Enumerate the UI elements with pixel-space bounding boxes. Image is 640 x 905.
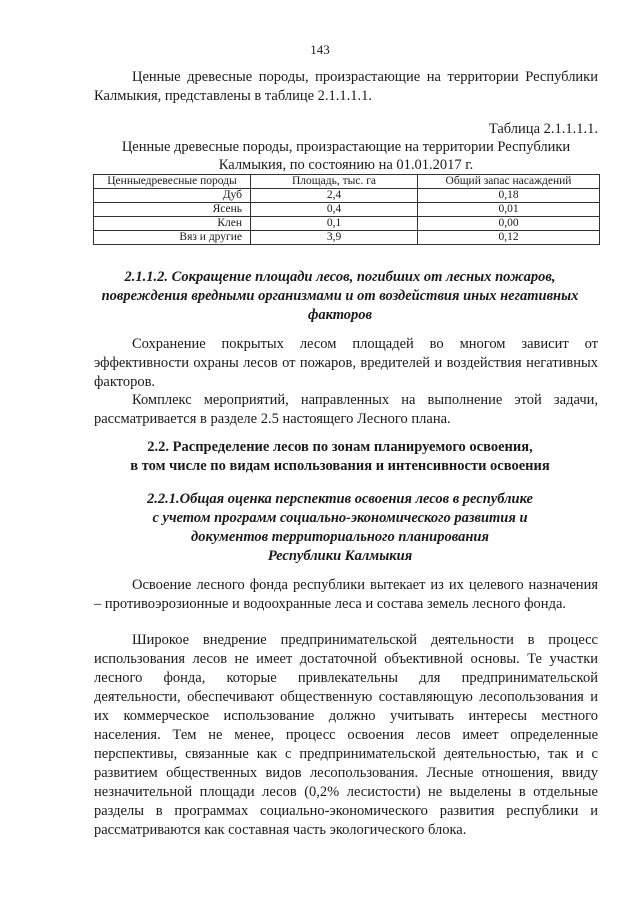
table-caption: Ценные древесные породы, произрастающие на территории Республики Калмыкия, по состоянию на 01.01.2017 г. xyxy=(121,139,571,173)
cell-stock: 0,01 xyxy=(418,203,600,217)
heading-line: факторов xyxy=(307,307,373,323)
cell-area: 2,4 xyxy=(251,189,418,203)
section-heading-22 xyxy=(60,438,620,476)
table-row xyxy=(94,203,600,217)
cell-stock: 0,18 xyxy=(418,189,600,203)
cell-species: Ясень xyxy=(94,203,251,217)
cell-species: Клен xyxy=(94,217,251,231)
column-header-stock: Общий запас насаждений xyxy=(418,175,600,189)
page-number: 143 xyxy=(310,42,330,57)
heading-line: повреждения вредными организмами и от воздействия иных негативных xyxy=(101,288,579,304)
heading-line: Республики Калмыкия xyxy=(267,548,413,564)
cell-stock: 0,00 xyxy=(418,217,600,231)
heading-line: с учетом программ социально-экономического развития и xyxy=(152,510,528,526)
section-heading-2112 xyxy=(60,268,620,325)
tree-species-table xyxy=(93,174,600,245)
column-header-area: Площадь, тыс. га xyxy=(251,175,418,189)
cell-stock: 0,12 xyxy=(418,231,600,245)
cell-area: 3,9 xyxy=(251,231,418,245)
column-header-species: Ценныедревесные породы xyxy=(94,175,251,189)
table-row xyxy=(94,189,600,203)
cell-area: 0,4 xyxy=(251,203,418,217)
section-heading-221 xyxy=(60,490,620,566)
table-row xyxy=(94,217,600,231)
paragraph: Комплекс мероприятий, направленных на выполнение этой задачи, рассматривается в разделе 2.5 настоящего Лесного плана. xyxy=(94,392,598,427)
table-row xyxy=(94,231,600,245)
heading-line: в том числе по видам использования и интенсивности освоения xyxy=(130,458,550,474)
paragraph: Сохранение покрытых лесом площадей во многом зависит от эффективности охраны лесов от пожаров, вредителей и воздействия негативных факторов. xyxy=(94,336,598,390)
cell-species: Дуб xyxy=(94,189,251,203)
paragraph: Широкое внедрение предпринимательской деятельности в процесс использования лесов не имеет достаточной объективной основы. Те участки лесного фонда, которые привлекательны для предпринимательской деятельности, обеспечивают общественную составляющую лесопользования и их коммерческое использование должно учитывать интересы местного населения. Тем не менее, процесс освоения лесов имеет определенные перспективы, связанные как с предпринимательской деятельностью, так и с развитием общественных видов лесопользования. Лесные отношения, ввиду незначительной площади лесов (0,2% лесистости) не выделены в отдельные разделы в программах социально-экономического развития республики и рассматриваются как составная часть экологического блока. xyxy=(94,632,598,838)
paragraph: Освоение лесного фонда республики вытекает из их целевого назначения – противоэрозионные и водоохранные леса и состава земель лесного фонда. xyxy=(94,577,598,612)
heading-line: 2.2. Распределение лесов по зонам планируемого освоения, xyxy=(147,439,533,455)
intro-paragraph: Ценные древесные породы, произрастающие на территории Республики Калмыкия, представлены в таблице 2.1.1.1.1. xyxy=(94,69,598,104)
heading-line: документов территориального планирования xyxy=(191,529,489,545)
table-header-row xyxy=(94,175,600,189)
heading-line: 2.2.1.Общая оценка перспектив освоения лесов в республике xyxy=(147,491,533,507)
table-label: Таблица 2.1.1.1.1. xyxy=(488,121,598,137)
cell-species: Вяз и другие xyxy=(94,231,251,245)
heading-line: 2.1.1.2. Сокращение площади лесов, погибших от лесных пожаров, xyxy=(124,269,556,285)
cell-area: 0,1 xyxy=(251,217,418,231)
